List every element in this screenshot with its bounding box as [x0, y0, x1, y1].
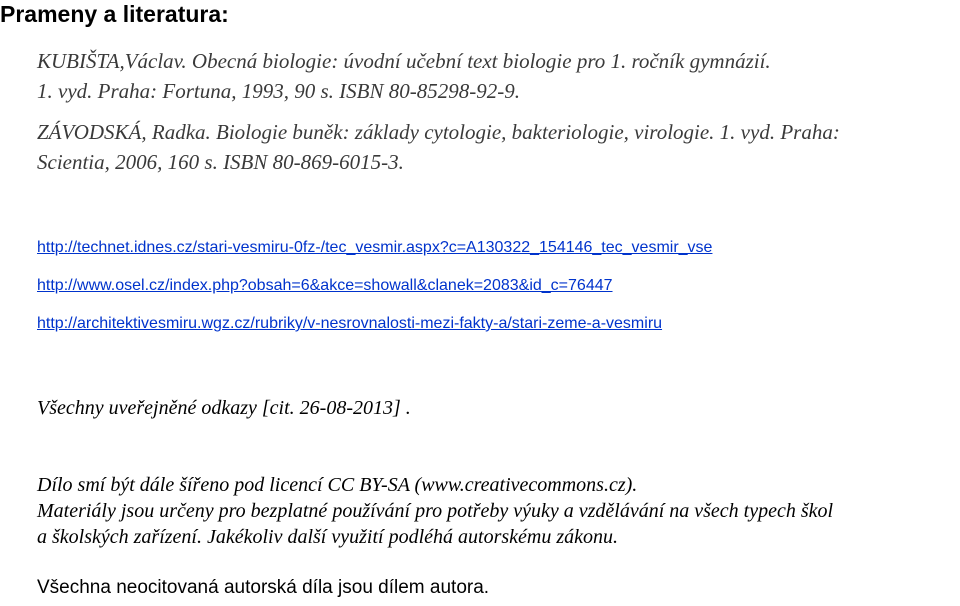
reference-kubista — [37, 46, 947, 106]
license-line: Dílo smí být dále šířeno pod licencí CC BY-SA (www.creativecommons.cz). — [37, 474, 638, 496]
link-technet[interactable]: http://technet.idnes.cz/stari-vesmiru-0fz-/tec_vesmir.aspx?c=A130322_154146_tec_vesmir_vse — [37, 239, 713, 256]
reference-line: ZÁVODSKÁ, Radka. Biologie buněk: základy cytologie, bakteriologie, virologie. 1. vyd. Praha: — [37, 120, 840, 144]
reference-zavodska — [37, 117, 947, 177]
license-line: a školských zařízení. Jakékoliv další využití podléhá autorskému zákonu. — [37, 526, 618, 548]
page-title: Prameny a literatura: — [0, 1, 229, 27]
license-line: Materiály jsou určeny pro bezplatné používání pro potřeby výuky a vzdělávání na všech typech škol — [37, 500, 834, 522]
link-osel[interactable]: http://www.osel.cz/index.php?obsah=6&akce=showall&clanek=2083&id_c=76447 — [37, 277, 613, 294]
license-note — [37, 472, 959, 550]
reference-line: KUBIŠTA,Václav. Obecná biologie: úvodní učební text biologie pro 1. ročník gymnázií. — [37, 49, 771, 73]
link-architektivesmiru[interactable]: http://architektivesmiru.wgz.cz/rubriky/v-nesrovnalosti-mezi-fakty-a/stari-zeme-a-vesmiru — [37, 315, 663, 332]
reference-line: 1. vyd. Praha: Fortuna, 1993, 90 s. ISBN 80-85298-92-9. — [37, 79, 520, 103]
reference-line: Scientia, 2006, 160 s. ISBN 80-869-6015-3. — [37, 150, 404, 174]
closing-note: Všechna neocitovaná autorská díla jsou dílem autora. — [37, 577, 490, 598]
access-date-note: Všechny uveřejněné odkazy [cit. 26-08-2013] . — [37, 397, 411, 419]
